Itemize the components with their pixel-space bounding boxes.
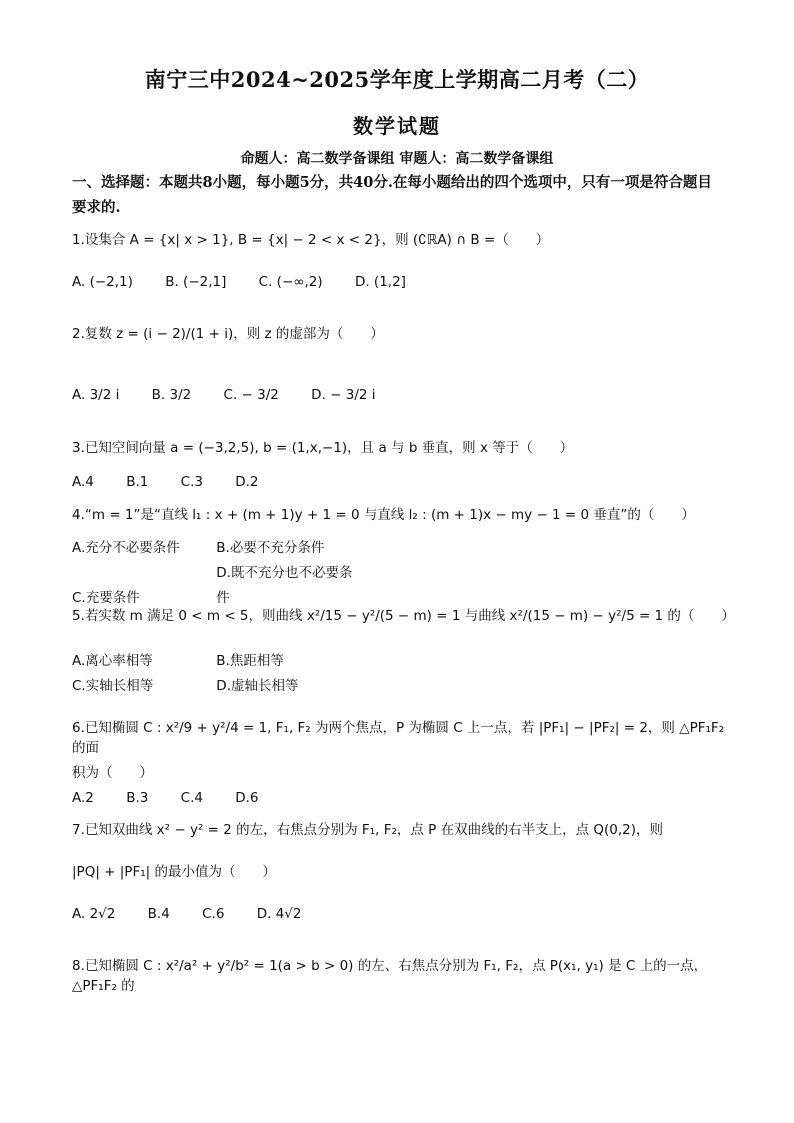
question-3-stem: 3.已知空间向量 a = (−3,2,5), b = (1,x,−1)，且 a 与 b 垂直，则 x 等于（ ） [72,440,574,456]
option-d: D. 4√2 [256,906,302,922]
question-2-options [72,385,404,405]
question-6-options [72,788,287,808]
question-7-options [72,904,330,924]
option-c: C.3 [180,474,203,490]
option-d: D. − 3/2 i [311,387,376,403]
question-4-options [72,536,356,611]
option-c: C.实轴长相等 [72,678,154,694]
option-b: B.4 [147,906,170,922]
option-b: B.1 [126,474,149,490]
question-1-stem: 1.设集合 A = {x| x > 1}, B = {x| − 2 < x < 2}，则 (∁ℝA) ∩ B =（ ） [72,232,550,248]
option-b: B.3 [126,790,149,806]
option-d: D.虚轴长相等 [216,678,299,694]
question-6-stem: 6.已知椭圆 C : x²/9 + y²/4 = 1, F₁, F₂ 为两个焦点，P 为椭圆 C 上一点，若 |PF₁| − |PF₂| = 2，则 △PF₁F₂ 的面 [72,720,725,756]
question-6-stem-continued: 积为（ ） [72,765,153,781]
option-c: C.充要条件 [72,590,140,606]
option-b: B. (−2,1] [165,274,227,290]
option-c: C. (−∞,2) [258,274,323,290]
option-c: C. − 3/2 [223,387,279,403]
option-a: A.离心率相等 [72,653,153,669]
option-d: D. (1,2] [354,274,406,290]
option-c: C.6 [202,906,225,922]
option-a: A.充分不必要条件 [72,540,180,556]
question-5-options [72,649,356,699]
option-d: D.既不充分也不必要条件 [216,565,353,606]
option-d: D.2 [235,474,259,490]
authors-line: 命题人：高二数学备课组 审题人：高二数学备课组 [240,151,554,167]
option-a: A. 2√2 [72,906,116,922]
option-b: B.焦距相等 [216,653,284,669]
question-7-stem-continued: |PQ| + |PF₁| 的最小值为（ ） [72,864,276,880]
question-5-stem: 5.若实数 m 满足 0 < m < 5，则曲线 x²/15 − y²/(5 − m) = 1 与曲线 x²/(15 − m) − y²/5 = 1 的（ ） [72,608,735,624]
question-1-options [72,272,434,292]
question-7-stem: 7.已知双曲线 x² − y² = 2 的左，右焦点分别为 F₁, F₂，点 P 在双曲线的右半支上，点 Q(0,2)，则 [72,822,664,838]
section-heading: 一、选择题：本题共8小题，每小题5分，共40分.在每小题给出的四个选项中，只有一项是符合题目要求的. [72,174,712,216]
exam-title: 南宁三中2024~2025学年度上学期高二月考（二） [144,67,650,92]
question-3-options [72,472,287,492]
option-b: B.必要不充分条件 [216,540,325,556]
exam-subtitle: 数学试题 [353,114,441,138]
question-2-stem: 2.复数 z = (i − 2)/(1 + i)，则 z 的虚部为（ ） [72,326,384,342]
option-d: D.6 [235,790,259,806]
option-b: B. 3/2 [151,387,192,403]
question-4-stem: 4.“m = 1”是“直线 l₁ : x + (m + 1)y + 1 = 0 与直线 l₂ : (m + 1)x − my − 1 = 0 垂直”的（ ） [72,507,695,523]
question-8-stem: 8.已知椭圆 C : x²/a² + y²/b² = 1(a > b > 0) 的左、右焦点分别为 F₁, F₂，点 P(x₁, y₁) 是 C 上的一点，△PF₁F₂ 的 [72,958,708,994]
option-a: A.4 [72,474,94,490]
option-c: C.4 [180,790,203,806]
option-a: A.2 [72,790,94,806]
option-a: A. (−2,1) [72,274,133,290]
option-a: A. 3/2 i [72,387,120,403]
